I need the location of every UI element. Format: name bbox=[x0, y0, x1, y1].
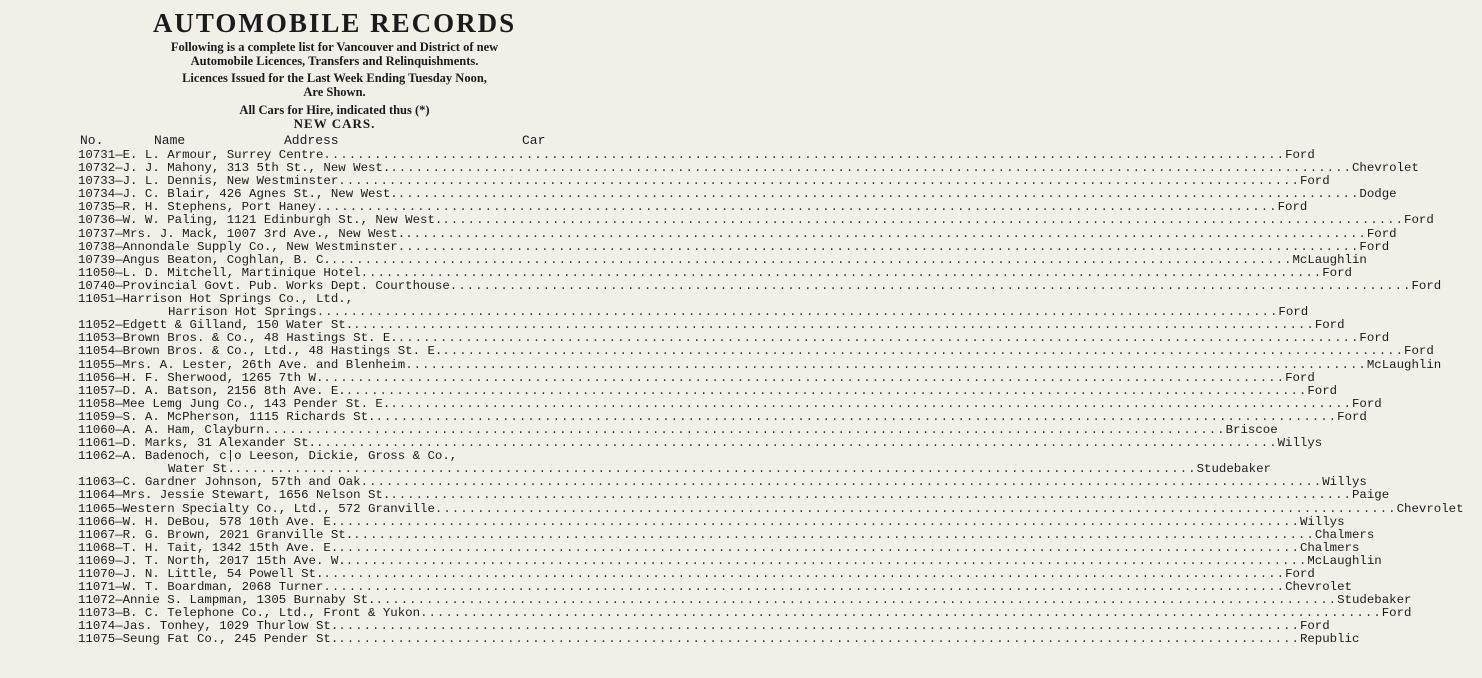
record-owner-address: S. A. McPherson, 1115 Richards St. bbox=[122, 409, 376, 424]
record-number: 11052 bbox=[78, 318, 116, 333]
record-owner-address: Provincial Govt. Pub. Works Dept. Courthouse bbox=[122, 278, 450, 293]
dash-separator: — bbox=[115, 501, 123, 516]
record-number: 11054 bbox=[78, 344, 116, 359]
record-car-make: Ford bbox=[1351, 396, 1382, 411]
record-number: 11067 bbox=[78, 527, 116, 542]
dash-separator: — bbox=[115, 449, 123, 464]
leader-dots bbox=[361, 267, 1323, 280]
intro-line-2: Automobile Licences, Transfers and Relinquishments. bbox=[190, 54, 479, 68]
dash-separator: — bbox=[115, 331, 123, 346]
leader-dots bbox=[390, 489, 1352, 502]
dash-separator: — bbox=[115, 226, 123, 241]
record-number: 11070 bbox=[78, 567, 116, 581]
record-owner-address: Mrs. Jessie Stewart, 1656 Nelson St. bbox=[122, 488, 391, 503]
record-car-make: Ford bbox=[1299, 174, 1330, 189]
record-number: 11050 bbox=[78, 265, 116, 280]
record-row bbox=[28, 383, 1338, 398]
record-car-make: Ford bbox=[1411, 278, 1442, 293]
record-owner-address: Mrs. J. Mack, 1007 3rd Ave., New West. bbox=[122, 226, 406, 241]
leader-dots bbox=[331, 254, 1293, 267]
record-owner-address: Mrs. A. Lester, 26th Ave. and Blenheim bbox=[122, 357, 406, 372]
record-number: 11069 bbox=[78, 553, 116, 568]
dash-separator: — bbox=[115, 161, 123, 176]
dash-separator: — bbox=[115, 148, 123, 162]
record-owner-address: B. C. Telephone Co., Ltd., Front & Yukon bbox=[122, 606, 421, 621]
leader-dots bbox=[442, 345, 1404, 358]
record-number: 11053 bbox=[78, 331, 116, 346]
record-number: 11068 bbox=[78, 540, 116, 555]
record-car-make: Ford bbox=[1366, 226, 1397, 241]
record-number: 11057 bbox=[78, 383, 116, 398]
column-header-name: Name bbox=[154, 133, 186, 148]
record-owner-address: Seung Fat Co., 245 Pender St. bbox=[122, 632, 339, 647]
record-row bbox=[28, 501, 1464, 516]
record-number: 11055 bbox=[78, 357, 116, 372]
dash-separator: — bbox=[115, 239, 123, 254]
record-car-make: Willys bbox=[1322, 475, 1367, 490]
intro-line-3: Licences Issued for the Last Week Ending Tuesday Noon, bbox=[182, 71, 487, 85]
leader-dots bbox=[338, 633, 1300, 646]
record-car-make: Ford bbox=[1404, 344, 1434, 359]
dash-separator: — bbox=[115, 593, 123, 608]
record-car-make: Chevrolet bbox=[1351, 161, 1419, 176]
leader-dots bbox=[405, 228, 1367, 241]
record-number: 11056 bbox=[78, 370, 116, 385]
record-car-make: Ford bbox=[1307, 383, 1338, 398]
record-owner-address: R. H. Stephens, Port Haney bbox=[122, 200, 316, 215]
record-owner-address: Jas. Tonhey, 1029 Thurlow St. bbox=[122, 619, 339, 634]
record-owner-address: D. Marks, 31 Alexander St. bbox=[122, 436, 316, 451]
record-row bbox=[28, 226, 1397, 241]
record-owner-address: J. C. Blair, 426 Agnes St., New West. bbox=[122, 187, 398, 202]
record-number: 11058 bbox=[78, 396, 116, 411]
dash-separator: — bbox=[115, 475, 123, 490]
record-car-make: Briscoe bbox=[1225, 422, 1278, 437]
leader-dots bbox=[316, 437, 1278, 450]
dash-separator: — bbox=[115, 619, 123, 634]
dash-separator: — bbox=[115, 213, 123, 228]
record-number: 11075 bbox=[78, 632, 116, 647]
dash-separator: — bbox=[115, 357, 123, 372]
record-car-make: Willys bbox=[1299, 514, 1345, 529]
record-owner-address: T. H. Tait, 1342 15th Ave. E. bbox=[122, 540, 339, 555]
record-owner-address: L. D. Mitchell, Martinique Hotel bbox=[122, 265, 361, 280]
record-owner-address: J. N. Little, 54 Powell St. bbox=[122, 567, 324, 581]
record-row bbox=[28, 213, 1434, 228]
record-owner-address: D. A. Batson, 2156 8th Ave. E. bbox=[122, 383, 346, 398]
leader-dots bbox=[435, 503, 1397, 516]
record-number: 10735 bbox=[78, 200, 116, 215]
record-owner-address: C. Gardner Johnson, 57th and Oak bbox=[122, 475, 361, 490]
record-number: 10736 bbox=[78, 213, 116, 228]
record-car-make: Ford bbox=[1285, 370, 1315, 385]
dash-separator: — bbox=[115, 540, 123, 555]
record-row bbox=[28, 514, 1345, 529]
record-owner-address: Annie S. Lampman, 1305 Burnaby St. bbox=[122, 593, 376, 608]
record-number: 11059 bbox=[78, 409, 116, 424]
record-car-make: Willys bbox=[1277, 436, 1323, 451]
record-owner-address: E. L. Armour, Surrey Centre bbox=[122, 148, 324, 162]
record-owner-address: Western Specialty Co., Ltd., 572 Granville bbox=[122, 501, 435, 516]
dash-separator: — bbox=[115, 252, 123, 267]
record-row bbox=[28, 488, 1390, 503]
record-row bbox=[28, 632, 1360, 647]
dash-separator: — bbox=[115, 488, 123, 503]
record-row bbox=[28, 265, 1352, 280]
record-car-make: McLaughlin bbox=[1307, 553, 1382, 568]
dash-separator: — bbox=[115, 265, 123, 280]
dash-separator: — bbox=[115, 436, 123, 451]
record-number: 11063 bbox=[78, 475, 116, 490]
dash-separator: — bbox=[115, 632, 123, 647]
record-number: 11062 bbox=[78, 449, 116, 464]
leader-dots bbox=[450, 280, 1412, 293]
record-car-make: Ford bbox=[1359, 239, 1390, 254]
record-owner-address: Brown Bros. & Co., 48 Hastings St. E. bbox=[122, 331, 398, 346]
leader-dots bbox=[346, 385, 1308, 398]
record-row bbox=[28, 540, 1360, 555]
record-car-make: Paige bbox=[1351, 488, 1390, 503]
record-owner-address: J. L. Dennis, New Westminster bbox=[122, 174, 339, 189]
record-number: 11066 bbox=[78, 514, 116, 529]
record-owner-address: Angus Beaton, Coghlan, B. C. bbox=[122, 252, 331, 267]
record-row bbox=[28, 252, 1367, 267]
record-owner-address: W. W. Paling, 1121 Edinburgh St., New West. bbox=[122, 213, 443, 228]
leader-dots bbox=[338, 542, 1300, 555]
page-title: AUTOMOBILE RECORDS bbox=[152, 8, 517, 38]
leader-dots bbox=[390, 398, 1352, 411]
record-car-make: Ford bbox=[1277, 200, 1308, 215]
record-car-make: Ford bbox=[1322, 265, 1352, 280]
record-row bbox=[28, 344, 1434, 359]
leader-dots bbox=[338, 516, 1300, 529]
intro-line-1: Following is a complete list for Vancouver and District of new bbox=[170, 40, 499, 54]
record-owner-address: A. Badenoch, c|o Leeson, Dickie, Gross & Co., bbox=[122, 449, 458, 464]
record-row bbox=[28, 409, 1367, 424]
record-number: 10740 bbox=[78, 278, 116, 293]
dash-separator: — bbox=[115, 606, 123, 621]
dash-separator: — bbox=[115, 422, 123, 437]
dash-separator: — bbox=[115, 200, 123, 215]
leader-dots bbox=[442, 214, 1404, 227]
record-car-make: Studebaker bbox=[1337, 593, 1412, 608]
section-title: NEW CARS. bbox=[293, 116, 376, 131]
record-car-make: Ford bbox=[1404, 213, 1434, 228]
record-continuation-text: Water St. bbox=[168, 462, 235, 477]
record-owner-address: Annondale Supply Co., New Westminster bbox=[122, 239, 398, 254]
record-car-make: Ford bbox=[1299, 619, 1330, 634]
record-car-make: Ford bbox=[1278, 305, 1309, 320]
dash-separator: — bbox=[115, 409, 123, 424]
record-number: 11064 bbox=[78, 488, 116, 503]
dash-separator: — bbox=[115, 370, 123, 385]
record-number: 10738 bbox=[78, 239, 116, 254]
dash-separator: — bbox=[115, 396, 123, 411]
dash-separator: — bbox=[115, 278, 123, 293]
record-number: 10737 bbox=[78, 226, 116, 241]
column-headers bbox=[28, 133, 641, 148]
record-car-make: Ford bbox=[1314, 318, 1345, 333]
intro-line-4: Are Shown. bbox=[303, 85, 366, 99]
record-car-make: Chevrolet bbox=[1396, 501, 1464, 516]
hire-note: All Cars for Hire, indicated thus (*) bbox=[239, 103, 430, 117]
record-owner-address: W. H. DeBou, 578 10th Ave. E. bbox=[122, 514, 339, 529]
dash-separator: — bbox=[115, 553, 123, 568]
record-car-make: Republic bbox=[1299, 632, 1360, 647]
column-header-car: Car bbox=[522, 133, 546, 148]
dash-separator: — bbox=[115, 187, 123, 202]
record-number: 10731 bbox=[78, 148, 116, 162]
record-number: 11072 bbox=[78, 593, 116, 608]
record-row bbox=[28, 357, 1442, 372]
record-car-make: Ford bbox=[1381, 606, 1412, 621]
record-owner-address: A. A. Ham, Clayburn bbox=[122, 422, 264, 437]
record-owner-address: W. T. Boardman, 2068 Turner bbox=[122, 580, 324, 595]
record-car-make: Chalmers bbox=[1314, 527, 1375, 542]
record-car-make: Ford bbox=[1285, 148, 1315, 162]
record-number: 11074 bbox=[78, 619, 116, 634]
record-owner-address: Harrison Hot Springs Co., Ltd., bbox=[122, 292, 354, 307]
record-owner-address: R. G. Brown, 2021 Granville St. bbox=[122, 527, 354, 542]
record-car-make: Dodge bbox=[1359, 187, 1397, 202]
leader-dots bbox=[353, 529, 1315, 542]
column-header-no: No. bbox=[80, 133, 104, 148]
dash-separator: — bbox=[115, 567, 123, 581]
record-car-make: McLaughlin bbox=[1292, 252, 1367, 267]
record-owner-address: J. T. North, 2017 15th Ave. W. bbox=[122, 553, 346, 568]
dash-separator: — bbox=[115, 527, 123, 542]
column-header-address: Address bbox=[284, 133, 339, 148]
record-owner-address: H. F. Sherwood, 1265 7th W. bbox=[122, 370, 324, 385]
record-row bbox=[28, 370, 1315, 385]
leader-dots bbox=[405, 359, 1367, 372]
record-number: 11060 bbox=[78, 422, 116, 437]
record-number: 11061 bbox=[78, 436, 116, 451]
record-number: 10732 bbox=[78, 161, 116, 176]
record-car-make: Ford bbox=[1359, 331, 1390, 346]
record-number: 11071 bbox=[78, 580, 116, 595]
record-car-make: Ford bbox=[1337, 409, 1367, 424]
dash-separator: — bbox=[115, 174, 123, 189]
leader-dots bbox=[323, 372, 1285, 385]
dash-separator: — bbox=[115, 514, 123, 529]
record-row bbox=[28, 527, 1375, 542]
record-car-make: Chevrolet bbox=[1285, 580, 1352, 595]
record-owner-address: J. J. Mahony, 313 5th St., New West. bbox=[122, 161, 391, 176]
record-car-make: Chalmers bbox=[1299, 540, 1360, 555]
record-number: 11051 bbox=[78, 292, 116, 307]
dash-separator: — bbox=[115, 580, 123, 595]
record-row bbox=[28, 396, 1382, 411]
dash-separator: — bbox=[115, 318, 123, 333]
records-list bbox=[28, 148, 1464, 647]
record-number: 10739 bbox=[78, 252, 116, 267]
record-car-make: Ford bbox=[1285, 567, 1315, 581]
dash-separator: — bbox=[115, 383, 123, 398]
record-row bbox=[28, 239, 1390, 254]
dash-separator: — bbox=[115, 344, 123, 359]
record-car-make: Studebaker bbox=[1196, 462, 1271, 477]
dash-separator: — bbox=[115, 292, 123, 307]
record-number: 11065 bbox=[78, 501, 116, 516]
record-owner-address: Mee Lemg Jung Co., 143 Pender St. E. bbox=[122, 396, 391, 411]
record-car-make: McLaughlin bbox=[1366, 357, 1442, 372]
record-owner-address: Edgett & Gilland, 150 Water St. bbox=[122, 318, 354, 333]
record-continuation-text: Harrison Hot Springs bbox=[168, 305, 317, 320]
record-number: 10734 bbox=[78, 187, 116, 202]
record-number: 11073 bbox=[78, 606, 116, 621]
record-number: 10733 bbox=[78, 174, 116, 189]
record-owner-address: Brown Bros. & Co., Ltd., 48 Hastings St. E. bbox=[122, 344, 443, 359]
leader-dots bbox=[398, 241, 1360, 254]
leader-dots bbox=[375, 411, 1337, 424]
